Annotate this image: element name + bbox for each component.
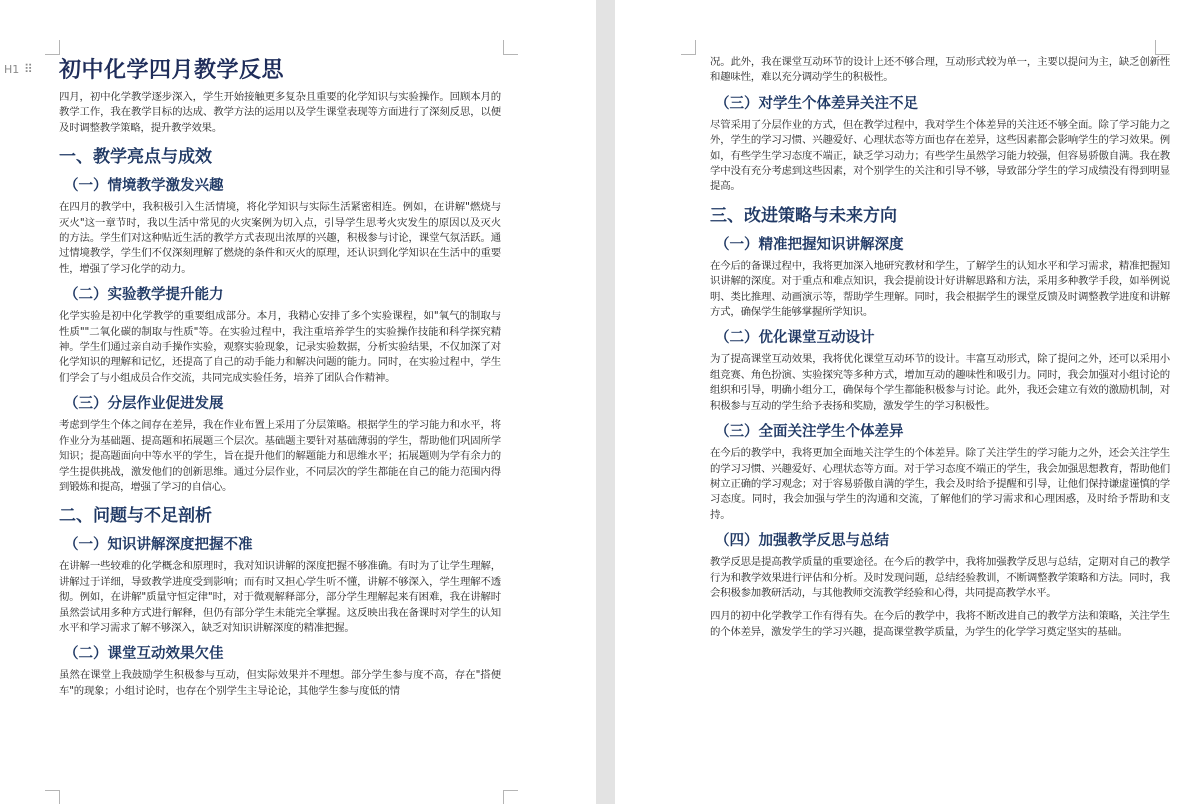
subsection-heading[interactable]: （三）全面关注学生个体差异 [715, 423, 904, 441]
paragraph[interactable]: 为了提高课堂互动效果，我将优化课堂互动环节的设计。丰富互动形式，除了提问之外，还可以采用小组竞赛、角色扮演、实验探究等多种方式，增加互动的趣味性和吸引力。同时，我会加强对小组讨论的组织和引导，明确小组分工，确保每个学生都能积极参与讨论。此外，我还会建立有效的激励机制，对积极参与互动的学生给予表扬和奖励，激发学生的学习积极性。 [710, 353, 1170, 412]
conclusion-paragraph[interactable]: 四月的初中化学教学工作有得有失。在今后的教学中，我将不断改进自己的教学方法和策略，关注学生的个体差异，激发学生的学习兴趣，提高课堂教学质量，为学生的化学学习奠定坚实的基础。 [710, 610, 1170, 638]
heading-style-icon[interactable]: H1 [4, 63, 20, 76]
paragraph[interactable]: 虽然在课堂上我鼓励学生积极参与互动，但实际效果并不理想。部分学生参与度不高，存在"搭便车"的现象；小组讨论时，也存在个别学生主导论论，其他学生参与度低的情 [59, 669, 501, 697]
paragraph[interactable]: 考虑到学生个体之间存在差异，我在作业布置上采用了分层策略。根据学生的学习能力和水平，将作业分为基础题、提高题和拓展题三个层次。基础题主要针对基础薄弱的学生，帮助他们巩固所学知识；提高题面向中等水平的学生，旨在提升他们的解题能力和思维水平；拓展题则为学有余力的学生提供挑战，激发他们的创新思维。通过分层作业，不同层次的学生都能在自己的能力范围内得到锻炼和提高，增强了学习的自信心。 [59, 419, 501, 493]
page-right-content [710, 55, 1170, 644]
paragraph[interactable]: 在讲解一些较难的化学概念和原理时，我对知识讲解的深度把握不够准确。有时为了让学生理解，讲解过于详细，导致教学进度受到影响；而有时又担心学生听不懂，讲解不够深入，学生理解不透彻。例如，在讲解"质量守恒定律"时，对于微观解释部分，部分学生理解起来有困难，我在讲解时虽然尝试用多种方式进行解释，但仍有部分学生未能完全掌握。这反映出我在备课时对学生的认知水平和学习需求了解不够深入，缺乏对知识讲解深度的精准把握。 [59, 560, 501, 634]
subsection-heading[interactable]: （二）优化课堂互动设计 [715, 329, 875, 347]
paragraph[interactable]: 况。此外，我在课堂互动环节的设计上还不够合理，互动形式较为单一，主要以提问为主，缺乏创新性和趣味性，难以充分调动学生的积极性。 [710, 56, 1170, 84]
subsection-heading[interactable]: （一）精准把握知识讲解深度 [715, 235, 904, 253]
section-heading[interactable]: 三、改进策略与未来方向 [710, 205, 897, 226]
paragraph[interactable]: 教学反思是提高教学质量的重要途径。在今后的教学中，我将加强教学反思与总结，定期对自己的教学行为和教学效果进行评估和分析。及时发现问题，总结经验教训，不断调整教学策略和方法。同时，我会积极参加教研活动，与其他教师交流教学经验和心得，共同提高教学水平。 [710, 556, 1170, 599]
subsection-heading[interactable]: （一）知识讲解深度把握不准 [64, 536, 253, 554]
subsection-heading[interactable]: （四）加强教学反思与总结 [715, 532, 889, 550]
crop-mark [503, 790, 518, 804]
page-gap [596, 0, 615, 804]
crop-mark [45, 790, 60, 804]
subsection-heading[interactable]: （三）对学生个体差异关注不足 [715, 94, 918, 112]
paragraph[interactable]: 在今后的备课过程中，我将更加深入地研究教材和学生，了解学生的认知水平和学习需求，精准把握知识讲解的深度。对于重点和难点知识，我会提前设计好讲解思路和方法，采用多种教学手段，如举例说明、类比推理、动画演示等，帮助学生理解。同时，我会根据学生的课堂反馈及时调整教学进度和讲解方式，确保学生能够掌握所学知识。 [710, 259, 1170, 319]
section-heading[interactable]: 二、问题与不足剖析 [59, 506, 212, 527]
paragraph[interactable]: 尽管采用了分层作业的方式，但在教学过程中，我对学生个体差异的关注还不够全面。除了学习能力之外，学生的学习习惯、兴趣爱好、心理状态等方面也存在差异，这些因素都会影响学生的学习效果。例如，有些学生学习态度不端正，缺乏学习动力；有些学生虽然学习能力较强，但容易骄傲自满。我在教学中没有充分考虑到这些因素，对个别学生的关注和引导不够，导致部分学生的学习成绩没有得到明显提高。 [710, 118, 1170, 193]
crop-mark [681, 40, 696, 55]
paragraph[interactable]: 化学实验是初中化学教学的重要组成部分。本月，我精心安排了多个实验课程，如"氧气的制取与性质""二氧化碳的制取与性质"等。在实验过程中，我注重培养学生的实验操作技能和科学探究精神。学生们通过亲自动手操作实验，观察实验现象，记录实验数据，分析实验结果，不仅加深了对化学知识的理解和记忆，还提高了自己的动手能力和解决问题的能力。同时，在实验过程中，学生们学会了与小组成员合作交流，共同完成实验任务，培养了团队合作精神。 [59, 310, 501, 384]
subsection-heading[interactable]: （一）情境教学激发兴趣 [64, 177, 224, 195]
document-title[interactable]: 初中化学四月教学反思 [59, 57, 285, 83]
intro-paragraph[interactable]: 四月，初中化学教学逐步深入，学生开始接触更多复杂且重要的化学知识与实验操作。回顾本月的教学工作，我在教学目标的达成、教学方法的运用以及学生课堂表现等方面进行了深刻反思，以便及时调整教学策略，提升教学效果。 [59, 91, 501, 134]
document-page-left [0, 0, 596, 804]
subsection-heading[interactable]: （三）分层作业促进发展 [64, 395, 224, 413]
section-heading[interactable]: 一、教学亮点与成效 [59, 147, 212, 168]
crop-mark [503, 40, 518, 55]
crop-mark [1155, 40, 1170, 55]
crop-mark [45, 40, 60, 55]
paragraph[interactable]: 在今后的教学中，我将更加全面地关注学生的个体差异。除了关注学生的学习能力之外，还会关注学生的学习习惯、兴趣爱好、心理状态等方面。对于学习态度不端正的学生，我会加强思想教育，帮助他们树立正确的学习观念；对于容易骄傲自满的学生，我会及时给予提醒和引导，让他们保持谦虚谨慎的学习态度。同时，我会加强与学生的沟通和交流，了解他们的学习需求和心理困惑，及时给予帮助和支持。 [710, 447, 1170, 521]
paragraph[interactable]: 在四月的教学中，我积极引入生活情境，将化学知识与实际生活紧密相连。例如，在讲解"燃烧与灭火"这一章节时，我以生活中常见的火灾案例为切入点，引导学生思考火灾发生的原因以及灭火的方法。学生们对这种贴近生活的教学方式表现出浓厚的兴趣，积极参与讨论，课堂气氛活跃。通过情境教学，学生们不仅深刻理解了燃烧的条件和灭火的原理，还认识到化学知识在生活中的重要性，增强了学习化学的动力。 [59, 201, 501, 275]
subsection-heading[interactable]: （二）实验教学提升能力 [64, 286, 224, 304]
page-left-content [59, 56, 501, 703]
document-page-right [615, 0, 1202, 804]
drag-handle-icon[interactable]: ⠿ [24, 62, 33, 76]
subsection-heading[interactable]: （二）课堂互动效果欠佳 [64, 645, 224, 663]
